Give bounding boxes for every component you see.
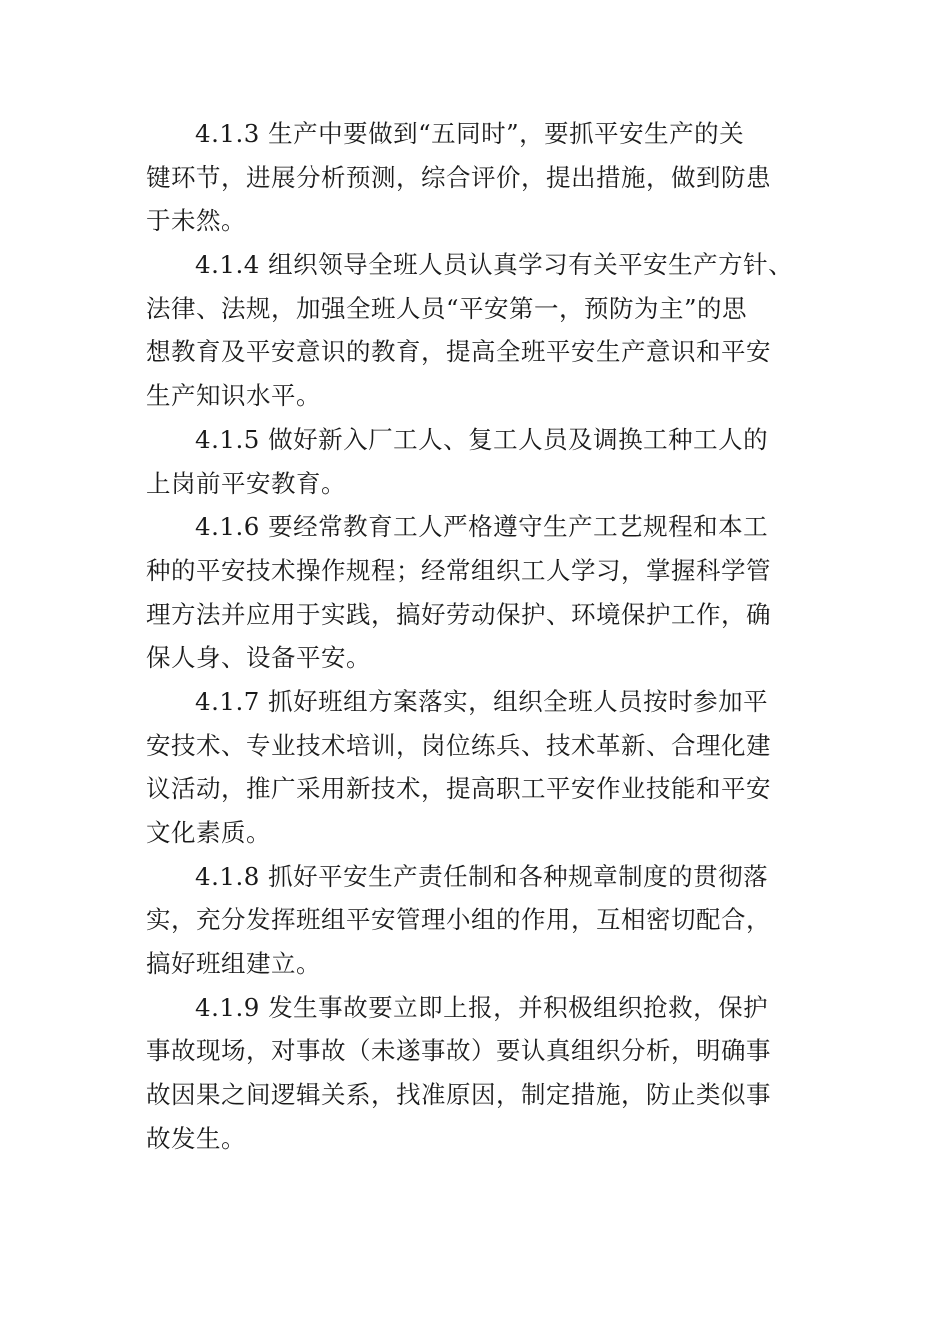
- text-line: 故发生。: [146, 1123, 246, 1153]
- text-line: 搞好班组建立。: [146, 949, 321, 979]
- text-line: 种的平安技术操作规程；经常组织工人学习，掌握科学管: [146, 555, 771, 585]
- document-body: [146, 112, 794, 1161]
- text-line: 4.1.6 要经常教育工人严格遵守生产工艺规程和本工: [195, 512, 769, 542]
- paragraph-4-1-9: [146, 986, 786, 1161]
- text-line: 上岗前平安教育。: [146, 468, 346, 498]
- paragraph-4-1-7: [146, 680, 786, 855]
- text-line: 实，充分发挥班组平安管理小组的作用，互相密切配合，: [146, 905, 771, 935]
- text-line: 议活动，推广采用新技术，提高职工平安作业技能和平安: [146, 774, 771, 804]
- text-line: 理方法并应用于实践，搞好劳动保护、环境保护工作，确: [146, 599, 771, 629]
- text-line: 4.1.4 组织领导全班人员认真学习有关平安生产方针、: [195, 250, 794, 280]
- text-line: 想教育及平安意识的教育，提高全班平安生产意识和平安: [146, 337, 771, 367]
- text-line: 键环节，进展分析预测，综合评价，提出措施，做到防患: [146, 162, 771, 192]
- text-line: 安技术、专业技术培训，岗位练兵、技术革新、合理化建: [146, 730, 771, 760]
- text-line: 4.1.5 做好新入厂工人、复工人员及调换工种工人的: [195, 424, 769, 454]
- text-line: 于未然。: [146, 206, 246, 236]
- text-line: 4.1.9 发生事故要立即上报，并积极组织抢救，保护: [195, 992, 769, 1022]
- paragraph-4-1-5: [146, 418, 786, 505]
- text-line: 法律、法规，加强全班人员“平安第一，预防为主”的思: [146, 293, 748, 323]
- text-line: 文化素质。: [146, 818, 271, 847]
- text-line: 4.1.8 抓好平安生产责任制和各种规章制度的贯彻落: [195, 861, 769, 891]
- text-line: 生产知识水平。: [146, 381, 321, 411]
- text-line: 4.1.7 抓好班组方案落实，组织全班人员按时参加平: [195, 686, 769, 716]
- text-line: 故因果之间逻辑关系，找准原因，制定措施，防止类似事: [146, 1080, 771, 1110]
- paragraph-4-1-3: [146, 112, 786, 243]
- text-line: 4.1.3 生产中要做到“五同时”，要抓平安生产的关: [195, 119, 745, 148]
- text-line: 事故现场，对事故（未遂事故）要认真组织分析，明确事: [146, 1036, 771, 1066]
- paragraph-4-1-4: [146, 243, 794, 418]
- paragraph-4-1-6: [146, 505, 786, 680]
- text-line: 保人身、设备平安。: [146, 643, 371, 673]
- paragraph-4-1-8: [146, 855, 786, 986]
